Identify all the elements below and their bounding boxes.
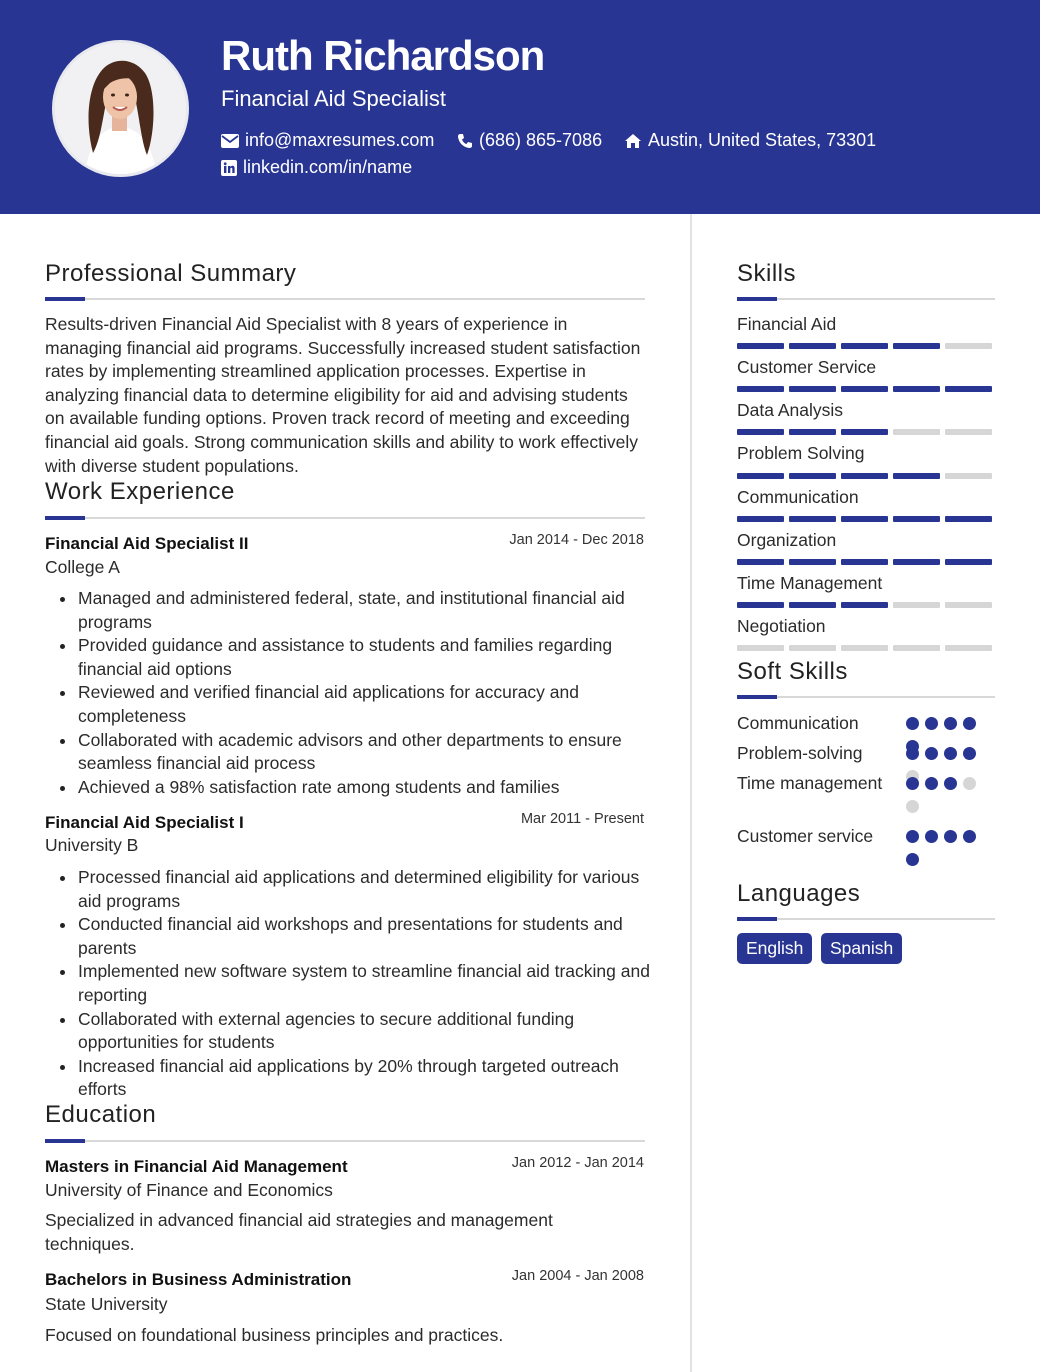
skill-name: Data Analysis [737, 400, 844, 420]
bullet-item: Collaborated with academic advisors and other departments to ensure seamless financial aid process [78, 729, 650, 776]
school-name: University of Finance and Economics [45, 1180, 333, 1200]
job-dates: Mar 2011 - Present [520, 811, 644, 827]
rating-dot [963, 830, 976, 843]
skill-level-segment [789, 386, 836, 392]
phone-icon [457, 133, 473, 149]
skill-level-segment [737, 516, 784, 522]
skill-level-segment [789, 343, 836, 349]
skill-name: Customer Service [737, 357, 877, 377]
skill-level-segment [893, 645, 940, 651]
skill-name: Problem Solving [737, 443, 865, 463]
skill-level-segment [789, 645, 836, 651]
skill-level-segment [737, 343, 784, 349]
skill-level-segment [893, 429, 940, 435]
skill-name: Financial Aid [737, 314, 837, 334]
linkedin-contact[interactable] [221, 157, 412, 178]
location-contact [624, 130, 876, 151]
skill-level-segment [945, 516, 992, 522]
education-dates: Jan 2004 - Jan 2008 [511, 1268, 644, 1284]
skill-level-bar [737, 473, 992, 479]
rating-dot [963, 777, 976, 790]
skill-level-segment [841, 386, 888, 392]
skill-level-bar [737, 343, 992, 349]
resume-header [0, 0, 1040, 214]
rating-dot [944, 747, 957, 760]
rating-dot [925, 747, 938, 760]
bullet-item: Conducted financial aid workshops and presentations for students and parents [78, 913, 650, 960]
skill-level-segment [737, 645, 784, 651]
experience-heading: Work Experience [45, 478, 235, 505]
phone-contact[interactable] [457, 130, 602, 151]
skill-level-segment [841, 602, 888, 608]
home-icon [624, 133, 642, 149]
rating-dot [906, 777, 919, 790]
bullet-item: Increased financial aid applications by 20% through targeted outreach efforts [78, 1055, 650, 1102]
rating-dot [906, 747, 919, 760]
summary-heading: Professional Summary [45, 260, 297, 287]
skill-name: Communication [737, 487, 859, 507]
education-dates: Jan 2012 - Jan 2014 [511, 1155, 644, 1171]
soft-skill-name: Problem-solving [737, 743, 863, 763]
skill-level-segment [841, 473, 888, 479]
rating-dot [963, 747, 976, 760]
soft-skill-rating [906, 830, 986, 866]
bullet-item: Processed financial aid applications and determined eligibility for various aid programs [78, 866, 650, 913]
skill-level-segment [893, 386, 940, 392]
rating-dot [906, 800, 919, 813]
candidate-title: Financial Aid Specialist [221, 86, 447, 111]
job-title: Financial Aid Specialist II [45, 534, 249, 553]
skill-level-segment [945, 343, 992, 349]
bullet-item: Reviewed and verified financial aid applications for accuracy and completeness [78, 681, 650, 728]
skill-level-segment [737, 602, 784, 608]
skill-level-segment [945, 602, 992, 608]
skill-level-segment [841, 343, 888, 349]
soft-skill-rating [906, 777, 986, 813]
skill-level-segment [841, 645, 888, 651]
skill-level-bar [737, 516, 992, 522]
linkedin-icon [221, 160, 237, 176]
skill-level-segment [893, 602, 940, 608]
bullet-item: Collaborated with external agencies to secure additional funding opportunities for students [78, 1008, 650, 1055]
skill-level-segment [893, 473, 940, 479]
skill-level-bar [737, 602, 992, 608]
skill-name: Negotiation [737, 616, 826, 636]
job-bullets [78, 866, 650, 1102]
rating-dot [925, 830, 938, 843]
bullet-item: Achieved a 98% satisfaction rate among students and families [78, 776, 650, 800]
skill-level-bar [737, 386, 992, 392]
skill-level-segment [945, 559, 992, 565]
skill-level-bar [737, 645, 992, 651]
school-name: State University [45, 1294, 168, 1314]
rating-dot [944, 717, 957, 730]
skill-level-segment [945, 429, 992, 435]
linkedin-text: linkedin.com/in/name [243, 157, 413, 177]
soft-skill-name: Communication [737, 713, 859, 733]
rating-dot [963, 717, 976, 730]
skill-level-segment [737, 386, 784, 392]
rating-dot [944, 777, 957, 790]
experience-rule [45, 517, 645, 519]
rating-dot [906, 853, 919, 866]
bullet-item: Managed and administered federal, state, and institutional financial aid programs [78, 587, 650, 634]
skill-level-segment [737, 429, 784, 435]
language-badge: English [737, 933, 812, 964]
avatar-illustration [55, 43, 186, 174]
skill-level-segment [841, 516, 888, 522]
skill-level-segment [789, 516, 836, 522]
rating-dot [925, 717, 938, 730]
rating-dot [906, 830, 919, 843]
skill-level-segment [945, 386, 992, 392]
skill-level-segment [945, 645, 992, 651]
rating-dot [944, 830, 957, 843]
degree-title: Bachelors in Business Administration [45, 1270, 352, 1289]
skill-level-segment [893, 343, 940, 349]
skill-level-segment [789, 602, 836, 608]
skill-level-segment [789, 473, 836, 479]
summary-text: Results-driven Financial Aid Specialist with 8 years of experience in managing financial aid programs. Successfully increased student satisfaction rates by implementing streamlined application processes. Expertise in analyzing financial data to determine eligibility for aid and advising students on available funding options. Proven track record of meeting and exceeding financial aid goals. Strong communication skills and ability to work effectively with diverse student populations. [45, 314, 641, 476]
rating-dot [906, 717, 919, 730]
degree-title: Masters in Financial Aid Management [45, 1157, 348, 1176]
languages-heading: Languages [737, 880, 861, 907]
education-heading: Education [45, 1101, 157, 1128]
skill-level-segment [789, 429, 836, 435]
job-dates: Jan 2014 - Dec 2018 [509, 532, 644, 548]
skill-level-segment [893, 516, 940, 522]
skills-rule [737, 298, 995, 300]
bullet-item: Provided guidance and assistance to students and families regarding financial aid options [78, 634, 650, 681]
skill-level-segment [841, 559, 888, 565]
job-title: Financial Aid Specialist I [45, 813, 244, 832]
profile-photo [52, 40, 189, 177]
email-contact[interactable] [221, 130, 434, 151]
column-divider [690, 214, 692, 1372]
email-text: info@maxresumes.com [245, 130, 435, 150]
languages-rule [737, 918, 995, 920]
education-description: Specialized in advanced financial aid strategies and management techniques. [45, 1210, 553, 1254]
job-bullets [78, 587, 650, 799]
skill-level-segment [841, 429, 888, 435]
skill-level-bar [737, 559, 992, 565]
summary-rule [45, 298, 645, 300]
soft-skill-name: Customer service [737, 826, 874, 846]
education-rule [45, 1140, 645, 1142]
skill-level-segment [945, 473, 992, 479]
skill-name: Organization [737, 530, 837, 550]
bullet-item: Implemented new software system to streamline financial aid tracking and reporting [78, 960, 650, 1007]
location-text: Austin, United States, 73301 [648, 130, 877, 150]
skill-level-bar [737, 429, 992, 435]
skill-name: Time Management [737, 573, 883, 593]
envelope-icon [221, 134, 239, 148]
skill-level-segment [737, 473, 784, 479]
rating-dot [925, 777, 938, 790]
soft-skills-heading: Soft Skills [737, 658, 848, 685]
job-organization: University B [45, 835, 139, 855]
candidate-name: Ruth Richardson [221, 32, 545, 79]
education-description: Focused on foundational business principles and practices. [45, 1325, 504, 1345]
skill-level-segment [737, 559, 784, 565]
job-organization: College A [45, 557, 120, 577]
skill-level-segment [893, 559, 940, 565]
language-badge: Spanish [821, 933, 902, 964]
soft-skills-rule [737, 696, 995, 698]
skill-level-segment [789, 559, 836, 565]
skills-heading: Skills [737, 260, 797, 287]
soft-skill-name: Time management [737, 773, 883, 793]
phone-text: (686) 865-7086 [479, 130, 603, 150]
